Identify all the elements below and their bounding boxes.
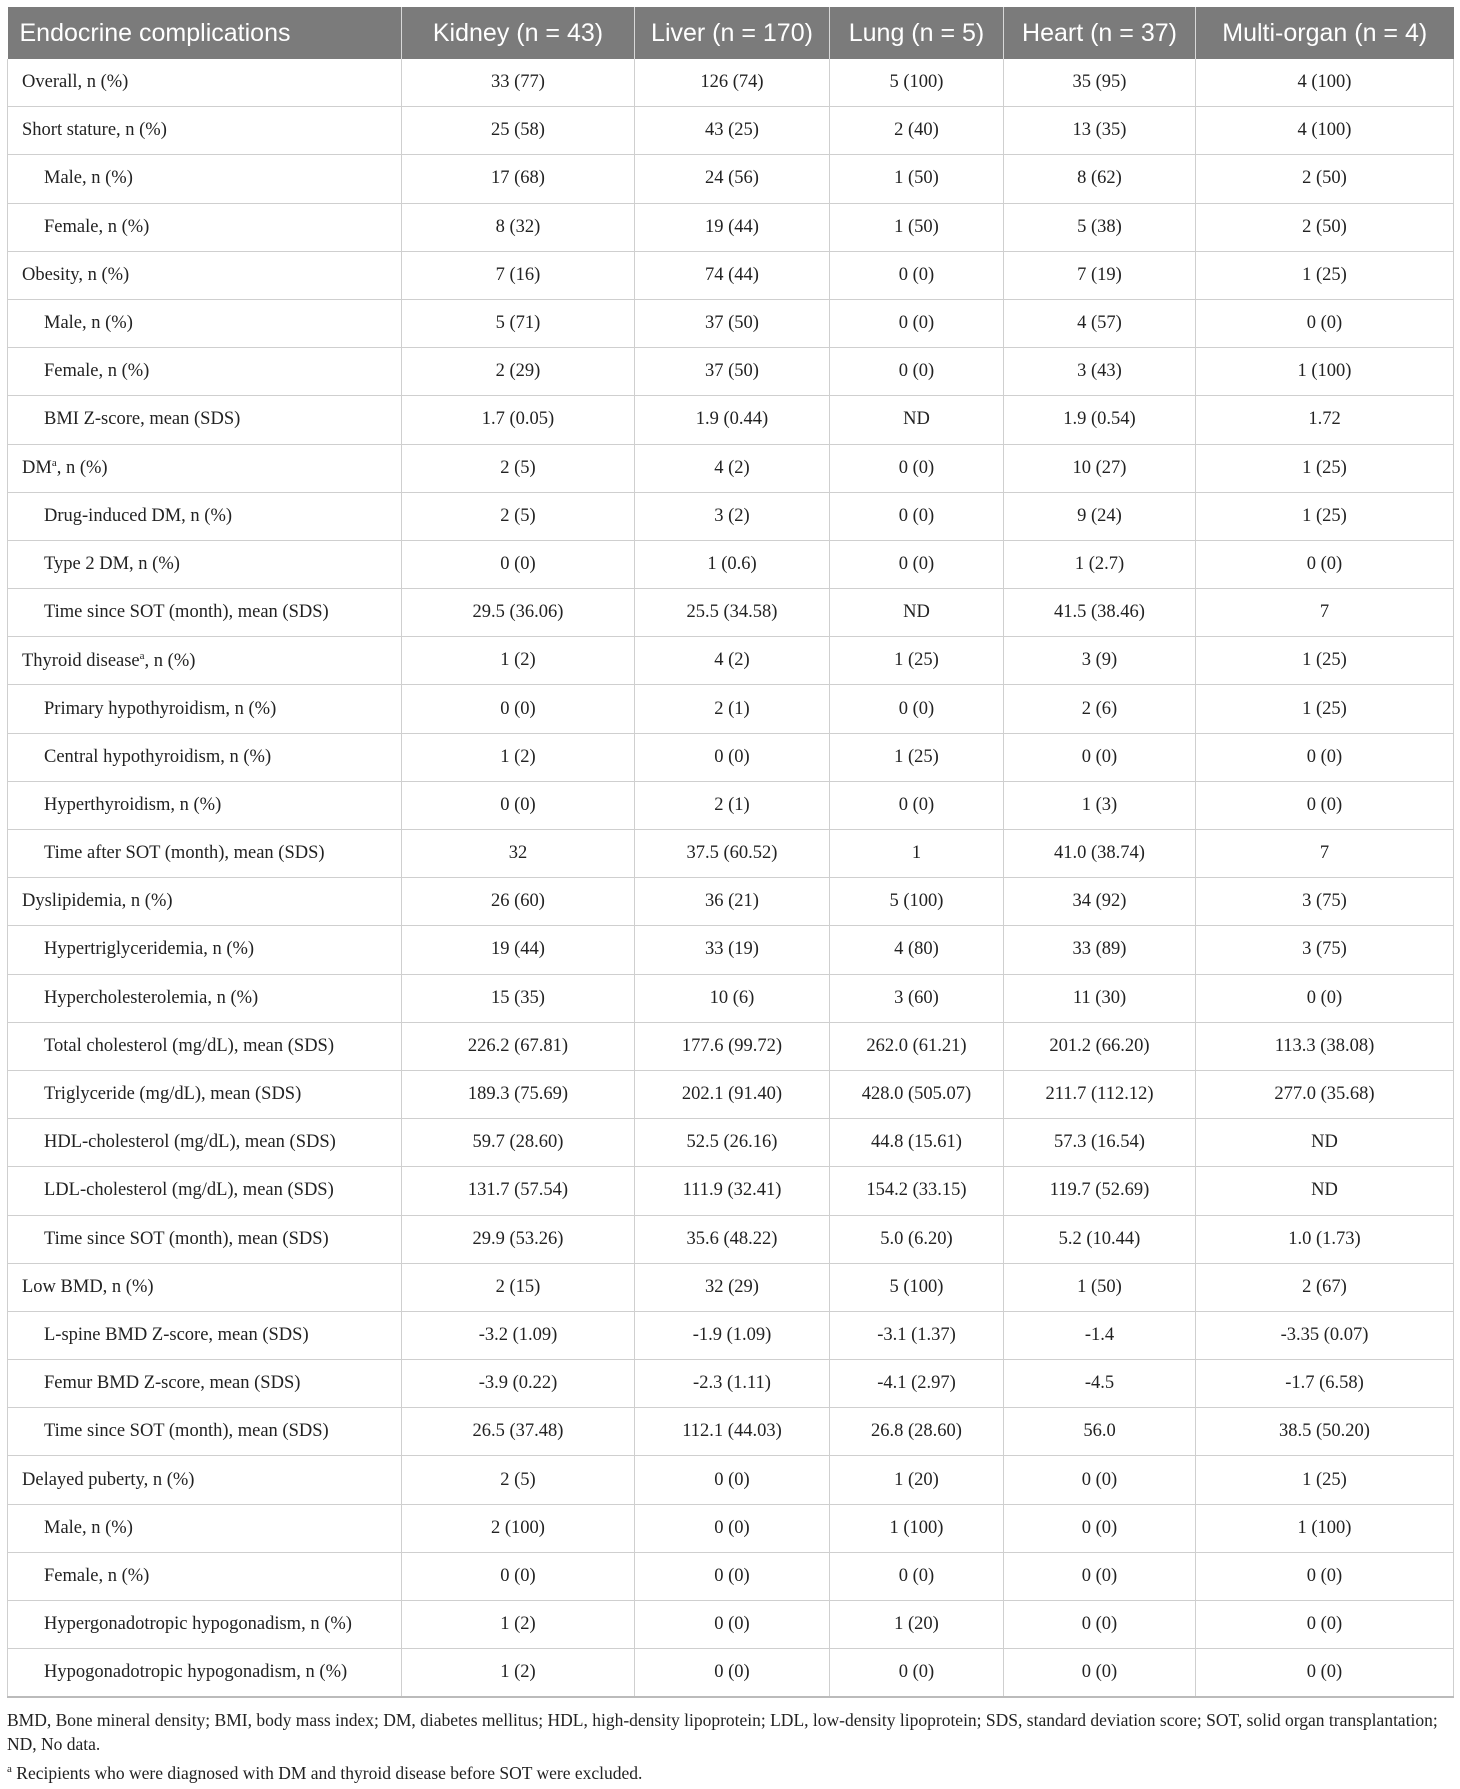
table-cell: 0 (0) (1004, 1649, 1196, 1698)
table-cell: 36 (21) (635, 878, 830, 926)
table-row (8, 589, 1454, 637)
table-cell: 41.0 (38.74) (1004, 830, 1196, 878)
table-cell: 211.7 (112.12) (1004, 1070, 1196, 1118)
row-label (8, 1167, 402, 1215)
table-row (8, 1649, 1454, 1698)
table-cell: 3 (2) (635, 492, 830, 540)
table-cell: 0 (0) (1004, 1601, 1196, 1649)
table-cell: 38.5 (50.20) (1196, 1408, 1454, 1456)
table-cell: 0 (0) (1004, 1552, 1196, 1600)
table-cell: 1 (20) (830, 1456, 1004, 1504)
table-cell: 226.2 (67.81) (402, 1022, 635, 1070)
table-row (8, 444, 1454, 492)
footnote-a-text: Recipients who were diagnosed with DM and thyroid disease before SOT were excluded. (16, 1762, 643, 1783)
table-cell: 1 (2) (402, 733, 635, 781)
table-cell: 1 (100) (1196, 348, 1454, 396)
row-label-text: DM (22, 458, 52, 479)
row-label-text: Delayed puberty, n (%) (22, 1469, 195, 1490)
table-cell: -3.1 (1.37) (830, 1311, 1004, 1359)
table-cell: 0 (0) (830, 1649, 1004, 1698)
table-cell: 1 (830, 830, 1004, 878)
table-cell: 37.5 (60.52) (635, 830, 830, 878)
table-cell: 0 (0) (635, 1649, 830, 1698)
row-label (8, 685, 402, 733)
table-row (8, 540, 1454, 588)
table-cell: 1 (25) (1196, 685, 1454, 733)
table-cell: 119.7 (52.69) (1004, 1167, 1196, 1215)
table-cell: 1 (3) (1004, 781, 1196, 829)
table-cell: 2 (6) (1004, 685, 1196, 733)
table-cell: 0 (0) (830, 492, 1004, 540)
row-label-text: Male, n (%) (44, 168, 133, 189)
table-cell: 1 (25) (1196, 637, 1454, 685)
table-cell: 1 (100) (830, 1504, 1004, 1552)
row-label (8, 59, 402, 107)
table-cell: 25 (58) (402, 107, 635, 155)
table-cell: 0 (0) (1004, 1456, 1196, 1504)
table-row (8, 251, 1454, 299)
table-cell: 35.6 (48.22) (635, 1215, 830, 1263)
table-cell: -3.9 (0.22) (402, 1360, 635, 1408)
header-group: Multi-organ (n = 4) (1196, 7, 1454, 59)
table-cell: 1.9 (0.44) (635, 396, 830, 444)
table-cell: 0 (0) (830, 540, 1004, 588)
table-cell: 1 (25) (1196, 251, 1454, 299)
row-label (8, 492, 402, 540)
table-cell: 24 (56) (635, 155, 830, 203)
table-cell: -1.9 (1.09) (635, 1311, 830, 1359)
table-cell: 8 (32) (402, 203, 635, 251)
table-cell: 1 (0.6) (635, 540, 830, 588)
table-cell: 19 (44) (635, 203, 830, 251)
table-cell: 32 (402, 830, 635, 878)
row-label (8, 299, 402, 347)
row-label-text: Primary hypothyroidism, n (%) (44, 698, 277, 719)
table-cell: 5.0 (6.20) (830, 1215, 1004, 1263)
table-cell: 8 (62) (1004, 155, 1196, 203)
table-cell: 177.6 (99.72) (635, 1022, 830, 1070)
table-row (8, 781, 1454, 829)
table-cell: 2 (50) (1196, 203, 1454, 251)
table-cell: 113.3 (38.08) (1196, 1022, 1454, 1070)
row-label (8, 107, 402, 155)
footnote-marker: a (139, 649, 145, 662)
table-cell: 0 (0) (830, 781, 1004, 829)
table-cell: 29.5 (36.06) (402, 589, 635, 637)
table-cell: 1 (25) (1196, 444, 1454, 492)
table-row (8, 1022, 1454, 1070)
row-label-text: Male, n (%) (44, 313, 133, 334)
table-body (8, 59, 1454, 1697)
table-row (8, 1456, 1454, 1504)
table-row (8, 492, 1454, 540)
row-label (8, 878, 402, 926)
table-cell: 0 (0) (830, 348, 1004, 396)
table-cell: 32 (29) (635, 1263, 830, 1311)
row-label-text: Central hypothyroidism, n (%) (44, 746, 272, 767)
table-cell: 3 (43) (1004, 348, 1196, 396)
table-cell: 44.8 (15.61) (830, 1119, 1004, 1167)
table-cell: ND (830, 396, 1004, 444)
table-cell: 0 (0) (1196, 540, 1454, 588)
table-cell: 41.5 (38.46) (1004, 589, 1196, 637)
row-label-text: Time since SOT (month), mean (SDS) (44, 602, 329, 623)
table-cell: 2 (5) (402, 1456, 635, 1504)
table-cell: 57.3 (16.54) (1004, 1119, 1196, 1167)
table-cell: 1 (25) (1196, 492, 1454, 540)
table-cell: 15 (35) (402, 974, 635, 1022)
table-cell: 202.1 (91.40) (635, 1070, 830, 1118)
table-cell: 7 (1196, 830, 1454, 878)
row-label (8, 1119, 402, 1167)
table-row (8, 155, 1454, 203)
table-cell: 0 (0) (1196, 733, 1454, 781)
table-cell: 7 (19) (1004, 251, 1196, 299)
table-row (8, 733, 1454, 781)
table-cell: 17 (68) (402, 155, 635, 203)
table-cell: 0 (0) (1196, 1601, 1454, 1649)
row-label (8, 1649, 402, 1698)
table-cell: 154.2 (33.15) (830, 1167, 1004, 1215)
row-label-text: Low BMD, n (%) (22, 1276, 154, 1297)
table-cell: 59.7 (28.60) (402, 1119, 635, 1167)
table-cell: 2 (40) (830, 107, 1004, 155)
table-cell: -1.7 (6.58) (1196, 1360, 1454, 1408)
table-cell: 0 (0) (635, 733, 830, 781)
row-label (8, 444, 402, 492)
table-cell: ND (1196, 1167, 1454, 1215)
row-label (8, 926, 402, 974)
table-cell: 1.0 (1.73) (1196, 1215, 1454, 1263)
table-cell: 2 (50) (1196, 155, 1454, 203)
table-cell: 1 (2) (402, 1601, 635, 1649)
table-cell: ND (1196, 1119, 1454, 1167)
table-cell: 0 (0) (1196, 299, 1454, 347)
header-group: Lung (n = 5) (830, 7, 1004, 59)
table-row (8, 203, 1454, 251)
table-cell: 201.2 (66.20) (1004, 1022, 1196, 1070)
table-cell: 1 (25) (1196, 1456, 1454, 1504)
table-cell: 4 (100) (1196, 59, 1454, 107)
table-cell: 35 (95) (1004, 59, 1196, 107)
footnote-a (7, 1757, 1453, 1785)
table-row (8, 1119, 1454, 1167)
table-cell: 2 (100) (402, 1504, 635, 1552)
row-label (8, 974, 402, 1022)
table-row (8, 59, 1454, 107)
table-row (8, 1263, 1454, 1311)
row-label (8, 1022, 402, 1070)
footnote-a-marker: a (7, 1763, 12, 1775)
table-cell: 112.1 (44.03) (635, 1408, 830, 1456)
row-label (8, 1263, 402, 1311)
table-cell: 0 (0) (1004, 1504, 1196, 1552)
header-group: Heart (n = 37) (1004, 7, 1196, 59)
table-cell: 4 (57) (1004, 299, 1196, 347)
table-row (8, 1311, 1454, 1359)
table-cell: 1.72 (1196, 396, 1454, 444)
row-label-text: Triglyceride (mg/dL), mean (SDS) (44, 1084, 302, 1105)
table-cell: 0 (0) (830, 299, 1004, 347)
table-cell: 5 (100) (830, 59, 1004, 107)
table-cell: 56.0 (1004, 1408, 1196, 1456)
row-label-text: Hypogonadotropic hypogonadism, n (%) (44, 1662, 348, 1683)
table-cell: 7 (1196, 589, 1454, 637)
row-label-suffix: , n (%) (144, 650, 196, 671)
table-cell: 0 (0) (635, 1504, 830, 1552)
table-cell: 1 (100) (1196, 1504, 1454, 1552)
table-cell: 1 (50) (830, 155, 1004, 203)
table-row (8, 878, 1454, 926)
row-label-text: L-spine BMD Z-score, mean (SDS) (44, 1324, 309, 1345)
header-complication: Endocrine complications (8, 7, 402, 59)
table-row (8, 107, 1454, 155)
table-cell: 1.9 (0.54) (1004, 396, 1196, 444)
table-header (8, 7, 1454, 59)
table-cell: 4 (100) (1196, 107, 1454, 155)
table-cell: 1.7 (0.05) (402, 396, 635, 444)
table-cell: 3 (75) (1196, 878, 1454, 926)
table-cell: 131.7 (57.54) (402, 1167, 635, 1215)
table-cell: 2 (29) (402, 348, 635, 396)
row-label (8, 1360, 402, 1408)
table-cell: 0 (0) (1004, 733, 1196, 781)
table-cell: 0 (0) (1196, 1649, 1454, 1698)
table-cell: 2 (1) (635, 781, 830, 829)
table-cell: -1.4 (1004, 1311, 1196, 1359)
table-row (8, 926, 1454, 974)
table-row (8, 396, 1454, 444)
row-label-text: Drug-induced DM, n (%) (44, 505, 233, 526)
table-cell: 19 (44) (402, 926, 635, 974)
table-cell: 37 (50) (635, 348, 830, 396)
table-cell: 0 (0) (830, 251, 1004, 299)
table-cell: 1 (20) (830, 1601, 1004, 1649)
table-cell: 2 (5) (402, 444, 635, 492)
row-label-text: Time since SOT (month), mean (SDS) (44, 1421, 329, 1442)
table-cell: 5 (38) (1004, 203, 1196, 251)
table-cell: 10 (6) (635, 974, 830, 1022)
table-cell: 1 (2) (402, 637, 635, 685)
table-cell: 33 (89) (1004, 926, 1196, 974)
row-label-text: Male, n (%) (44, 1517, 133, 1538)
row-label-text: Time since SOT (month), mean (SDS) (44, 1228, 329, 1249)
row-label-text: Female, n (%) (44, 361, 150, 382)
table-cell: 1 (25) (830, 637, 1004, 685)
table-cell: -3.2 (1.09) (402, 1311, 635, 1359)
row-label (8, 1601, 402, 1649)
row-label (8, 348, 402, 396)
row-label-text: Thyroid disease (22, 650, 140, 671)
row-label-text: Hypercholesterolemia, n (%) (44, 987, 259, 1008)
table-cell: -4.1 (2.97) (830, 1360, 1004, 1408)
table-cell: 3 (75) (1196, 926, 1454, 974)
footnote-marker: a (51, 457, 57, 470)
endocrine-complications-table (7, 7, 1454, 1698)
row-label-text: Time after SOT (month), mean (SDS) (44, 843, 325, 864)
table-cell: 4 (2) (635, 637, 830, 685)
row-label (8, 1311, 402, 1359)
table-cell: 11 (30) (1004, 974, 1196, 1022)
row-label (8, 396, 402, 444)
row-label-suffix: , n (%) (56, 458, 108, 479)
row-label (8, 155, 402, 203)
row-label (8, 1456, 402, 1504)
table-cell: 25.5 (34.58) (635, 589, 830, 637)
table-cell: 3 (60) (830, 974, 1004, 1022)
row-label (8, 540, 402, 588)
table-cell: -2.3 (1.11) (635, 1360, 830, 1408)
row-label-text: Short stature, n (%) (22, 120, 167, 141)
row-label (8, 733, 402, 781)
row-label-text: Overall, n (%) (22, 72, 129, 93)
table-row (8, 1408, 1454, 1456)
table-cell: 34 (92) (1004, 878, 1196, 926)
table-cell: 29.9 (53.26) (402, 1215, 635, 1263)
table-cell: 1 (2) (402, 1649, 635, 1698)
header-group: Liver (n = 170) (635, 7, 830, 59)
row-label (8, 589, 402, 637)
table-row (8, 1360, 1454, 1408)
table-cell: 4 (2) (635, 444, 830, 492)
table-cell: 2 (67) (1196, 1263, 1454, 1311)
row-label-text: Hyperthyroidism, n (%) (44, 794, 222, 815)
table-row (8, 974, 1454, 1022)
table-cell: 26.8 (28.60) (830, 1408, 1004, 1456)
table-cell: 2 (15) (402, 1263, 635, 1311)
table-cell: 111.9 (32.41) (635, 1167, 830, 1215)
header-row (8, 7, 1454, 59)
table-row (8, 1215, 1454, 1263)
table-cell: 189.3 (75.69) (402, 1070, 635, 1118)
table-cell: 9 (24) (1004, 492, 1196, 540)
row-label (8, 1552, 402, 1600)
row-label-text: Obesity, n (%) (22, 264, 130, 285)
row-label-text: Hypergonadotropic hypogonadism, n (%) (44, 1614, 352, 1635)
row-label-text: Total cholesterol (mg/dL), mean (SDS) (44, 1035, 335, 1056)
table-cell: 5 (100) (830, 1263, 1004, 1311)
row-label-text: Femur BMD Z-score, mean (SDS) (44, 1373, 301, 1394)
row-label (8, 830, 402, 878)
table-cell: 0 (0) (830, 444, 1004, 492)
row-label-text: Female, n (%) (44, 1565, 150, 1586)
table-cell: 0 (0) (830, 685, 1004, 733)
table-cell: 13 (35) (1004, 107, 1196, 155)
table-row (8, 348, 1454, 396)
table-row (8, 1552, 1454, 1600)
table-cell: 0 (0) (402, 540, 635, 588)
table-cell: 4 (80) (830, 926, 1004, 974)
table-cell: 10 (27) (1004, 444, 1196, 492)
table-cell: 277.0 (35.68) (1196, 1070, 1454, 1118)
row-label (8, 1504, 402, 1552)
table-cell: 0 (0) (402, 1552, 635, 1600)
row-label-text: Female, n (%) (44, 216, 150, 237)
row-label-text: BMI Z-score, mean (SDS) (44, 409, 241, 430)
row-label (8, 637, 402, 685)
table-row (8, 1504, 1454, 1552)
table-cell: 7 (16) (402, 251, 635, 299)
row-label (8, 203, 402, 251)
table-cell: 0 (0) (1196, 781, 1454, 829)
row-label (8, 251, 402, 299)
table-cell: 1 (50) (1004, 1263, 1196, 1311)
table-cell: 26 (60) (402, 878, 635, 926)
table-cell: 3 (9) (1004, 637, 1196, 685)
row-label (8, 1070, 402, 1118)
table-cell: 1 (2.7) (1004, 540, 1196, 588)
table-cell: 126 (74) (635, 59, 830, 107)
table-row (8, 299, 1454, 347)
table-row (8, 637, 1454, 685)
table-cell: 37 (50) (635, 299, 830, 347)
table-cell: 428.0 (505.07) (830, 1070, 1004, 1118)
table-cell: 2 (5) (402, 492, 635, 540)
row-label-text: Type 2 DM, n (%) (44, 553, 180, 574)
table-cell: 1 (50) (830, 203, 1004, 251)
table-cell: 52.5 (26.16) (635, 1119, 830, 1167)
table-cell: 26.5 (37.48) (402, 1408, 635, 1456)
table-row (8, 1167, 1454, 1215)
table-cell: 0 (0) (635, 1552, 830, 1600)
row-label-text: HDL-cholesterol (mg/dL), mean (SDS) (44, 1132, 336, 1153)
row-label (8, 1215, 402, 1263)
table-cell: 74 (44) (635, 251, 830, 299)
table-cell: 0 (0) (402, 685, 635, 733)
table-cell: -3.35 (0.07) (1196, 1311, 1454, 1359)
table-cell: ND (830, 589, 1004, 637)
table-cell: 262.0 (61.21) (830, 1022, 1004, 1070)
row-label (8, 781, 402, 829)
header-group: Kidney (n = 43) (402, 7, 635, 59)
table-cell: 5.2 (10.44) (1004, 1215, 1196, 1263)
row-label (8, 1408, 402, 1456)
table-row (8, 1601, 1454, 1649)
table-cell: 43 (25) (635, 107, 830, 155)
table-cell: 0 (0) (402, 781, 635, 829)
table-cell: 0 (0) (1196, 1552, 1454, 1600)
row-label-text: Dyslipidemia, n (%) (22, 891, 173, 912)
table-cell: -4.5 (1004, 1360, 1196, 1408)
abbreviations-footnote: BMD, Bone mineral density; BMI, body mass index; DM, diabetes mellitus; HDL, high-density lipoprotein; LDL, low-density lipoprotein; SDS, standard deviation score; SOT, solid organ transplantation; ND, No data. (7, 1710, 1438, 1754)
table-cell: 5 (100) (830, 878, 1004, 926)
table-cell: 33 (77) (402, 59, 635, 107)
table-cell: 0 (0) (635, 1456, 830, 1504)
table-cell: 0 (0) (830, 1552, 1004, 1600)
table-row (8, 830, 1454, 878)
table-row (8, 1070, 1454, 1118)
table-cell: 33 (19) (635, 926, 830, 974)
table-cell: 0 (0) (1196, 974, 1454, 1022)
table-cell: 0 (0) (635, 1601, 830, 1649)
table-cell: 2 (1) (635, 685, 830, 733)
table-cell: 1 (25) (830, 733, 1004, 781)
row-label-text: Hypertriglyceridemia, n (%) (44, 939, 255, 960)
row-label-text: LDL-cholesterol (mg/dL), mean (SDS) (44, 1180, 334, 1201)
table-cell: 5 (71) (402, 299, 635, 347)
table-row (8, 685, 1454, 733)
